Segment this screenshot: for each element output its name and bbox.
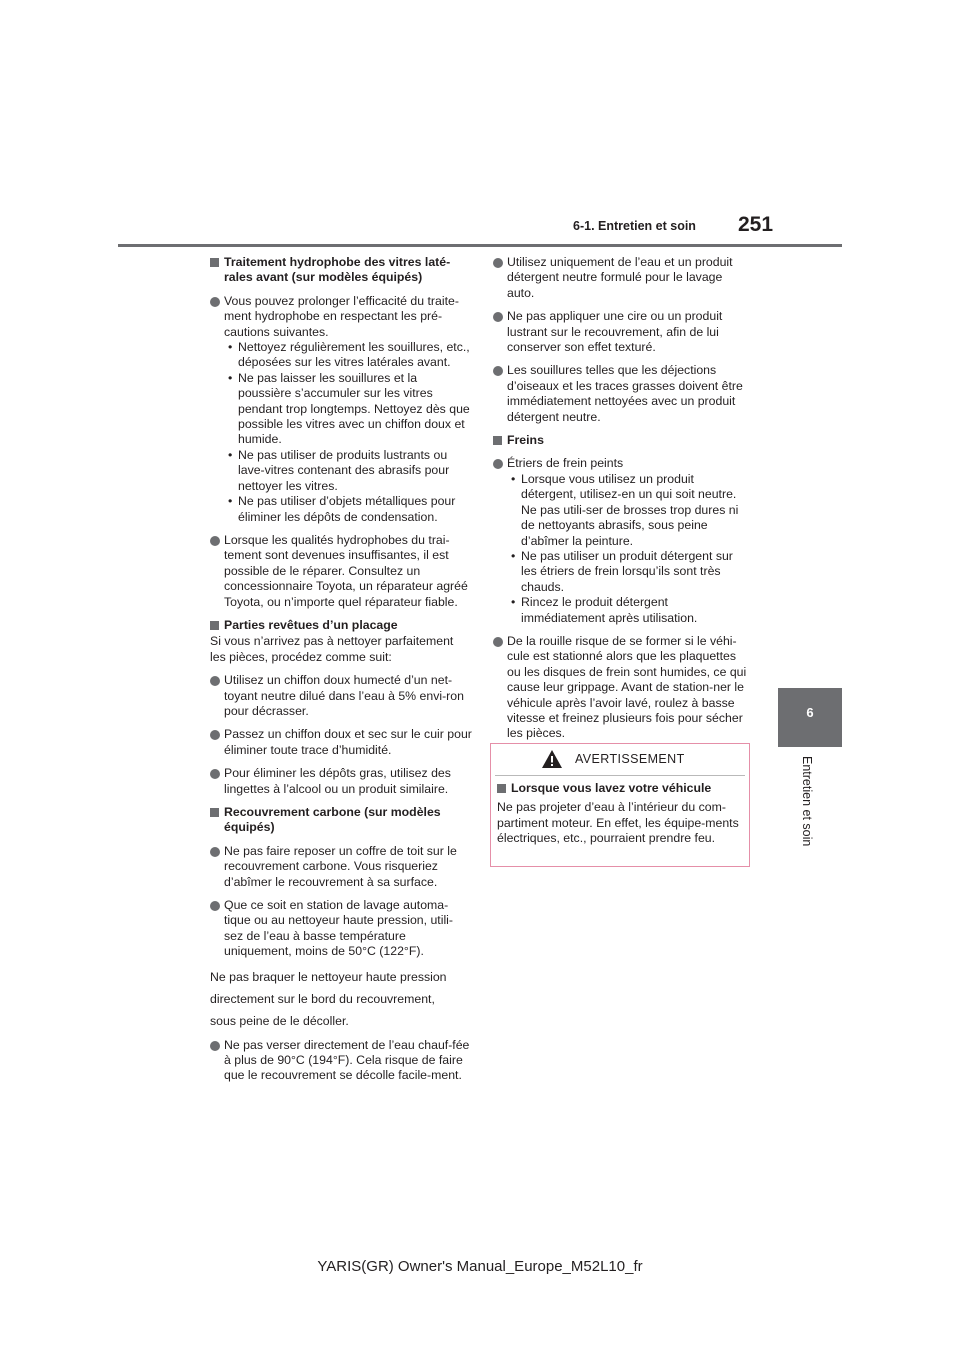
bullet-item: Ne pas appliquer une cire ou un produit lustrant sur le recouvrement, afin de lui conserver son effet texturé. xyxy=(493,309,751,355)
body-text: sous peine de le décoller. xyxy=(210,1013,349,1028)
bullet-text: Étriers de frein peints xyxy=(507,456,624,471)
bullet-item: Pour éliminer les dépôts gras, utilisez des lingettes à l’alcool ou un produit similaire. xyxy=(210,766,472,797)
circle-bullet-icon xyxy=(210,1041,220,1051)
bullet-item xyxy=(493,456,751,625)
circle-bullet-icon xyxy=(210,901,220,911)
bullet-item: Ne pas verser directement de l’eau chauf-fée à plus de 90°C (194°F). Cela risque de faire que le recouvrement se décolle facile-ment. xyxy=(210,1038,472,1084)
section-heading: Parties revêtues d’un placage xyxy=(210,618,472,633)
header-divider xyxy=(118,244,842,247)
warning-box xyxy=(490,743,750,867)
square-bullet-icon xyxy=(210,621,219,630)
circle-bullet-icon xyxy=(493,637,503,647)
sub-item: • Ne pas laisser les souillures et la poussière s’accumuler sur les vitres pendant trop longtemps. Nettoyez dès que possible les vitres avec un chiffon doux et humide. xyxy=(228,370,470,447)
circle-bullet-icon xyxy=(210,536,220,546)
bullet-item: De la rouille risque de se former si le véhi-cule est stationné alors que les plaquettes ou les disques de frein sont humides, ce qui cause leur grippage. Avant de station-ner le véhicule après l’avoir lavé, roulez à basse vitesse et freinez plusieurs fois pour sécher les pièces. xyxy=(493,634,751,742)
circle-bullet-icon xyxy=(210,847,220,857)
bullet-item: Ne pas faire reposer un coffre de toit sur le recouvrement carbone. Vous risqueriez d’abîmer le recouvrement à sa surface. xyxy=(210,844,472,890)
body-text: Ne pas braquer le nettoyeur haute pression xyxy=(210,969,447,984)
bullet-item xyxy=(210,294,472,525)
footer-text: YARIS(GR) Owner's Manual_Europe_M52L10_fr xyxy=(317,1258,643,1275)
square-bullet-icon xyxy=(493,436,502,445)
circle-bullet-icon xyxy=(210,730,220,740)
bullet-item: Lorsque les qualités hydrophobes du trai-tement sont devenues insuffisantes, il est possible de le réparer. Consultez un concessionnaire Toyota, un réparateur agréé Toyota, ou n’importe quel réparateur fiable. xyxy=(210,533,472,610)
circle-bullet-icon xyxy=(493,258,503,268)
section-heading: Traitement hydrophobe des vitres laté-rales avant (sur modèles équipés) xyxy=(210,255,472,286)
section-heading: Freins xyxy=(493,433,751,448)
chapter-label: Entretien et soin xyxy=(800,756,814,847)
circle-bullet-icon xyxy=(210,769,220,779)
circle-bullet-icon xyxy=(493,366,503,376)
warning-text: Ne pas projeter d’eau à l’intérieur du com-partiment moteur. En effet, les équipe-ments électriques, etc., pourraient prendre feu. xyxy=(497,800,739,846)
bullet-item: Utilisez uniquement de l’eau et un produit détergent neutre formulé pour le lavage auto. xyxy=(493,255,751,301)
square-bullet-icon xyxy=(497,784,506,793)
square-bullet-icon xyxy=(210,258,219,267)
section-title: 6-1. Entretien et soin xyxy=(573,219,696,233)
circle-bullet-icon xyxy=(493,459,503,469)
bullet-item: Les souillures telles que les déjections d’oiseaux et les traces grasses doivent être immédiatement nettoyées avec un produit détergent neutre. xyxy=(493,363,751,425)
section-heading: Recouvrement carbone (sur modèles équipés) xyxy=(210,805,472,836)
warning-body xyxy=(491,776,749,847)
sub-item: • Ne pas utiliser de produits lustrants ou lave-vitres contenant des abrasifs pour nettoyer les vitres. xyxy=(228,447,450,493)
bullet-text: Vous pouvez prolonger l’efficacité du traite-ment hydrophobe en respectant les pré-cautions suivantes. xyxy=(224,293,459,339)
bullet-item: Passez un chiffon doux et sec sur le cuir pour éliminer toute trace d’humidité. xyxy=(210,727,472,758)
circle-bullet-icon xyxy=(493,312,503,322)
sub-item: • Lorsque vous utilisez un produit détergent, utilisez-en un qui soit neutre. Ne pas utili-ser de brosses trop dures ni de nettoyants abrasifs, sous peine d’abîmer la peinture. xyxy=(511,471,739,548)
right-column xyxy=(493,255,751,750)
circle-bullet-icon xyxy=(210,297,220,307)
chapter-number: 6 xyxy=(806,705,814,720)
bullet-item: Que ce soit en station de lavage automa-tique ou au nettoyeur haute pression, utili-sez de l’eau à basse température uniquement, moins de 50°C (122°F). xyxy=(210,898,472,960)
sub-item: • Ne pas utiliser un produit détergent sur les étriers de frein lorsqu’ils sont très chauds. xyxy=(511,548,733,594)
body-text: directement sur le bord du recouvrement, xyxy=(210,991,435,1006)
sub-item: • Rincez le produit détergent immédiatement après utilisation. xyxy=(511,595,698,625)
bullet-item: Utilisez un chiffon doux humecté d’un net-toyant neutre dilué dans l’eau à 5% envi-ron pour décrasser. xyxy=(210,673,472,719)
sub-item: • Ne pas utiliser d’objets métalliques pour éliminer les dépôts de condensation. xyxy=(228,494,456,524)
intro-text: Si vous n’arrivez pas à nettoyer parfaitement les pièces, procédez comme suit: xyxy=(210,634,454,664)
warning-header xyxy=(495,744,745,776)
warning-triangle-icon xyxy=(541,749,563,769)
warning-heading: Lorsque vous lavez votre véhicule xyxy=(497,781,743,796)
circle-bullet-icon xyxy=(210,676,220,686)
square-bullet-icon xyxy=(210,808,219,817)
warning-title: AVERTISSEMENT xyxy=(575,752,685,766)
page-number: 251 xyxy=(738,213,774,236)
chapter-tab xyxy=(778,688,842,747)
sub-item: • Nettoyez régulièrement les souillures, etc., déposées sur les vitres latérales avant. xyxy=(228,340,470,370)
left-column xyxy=(210,255,472,1092)
